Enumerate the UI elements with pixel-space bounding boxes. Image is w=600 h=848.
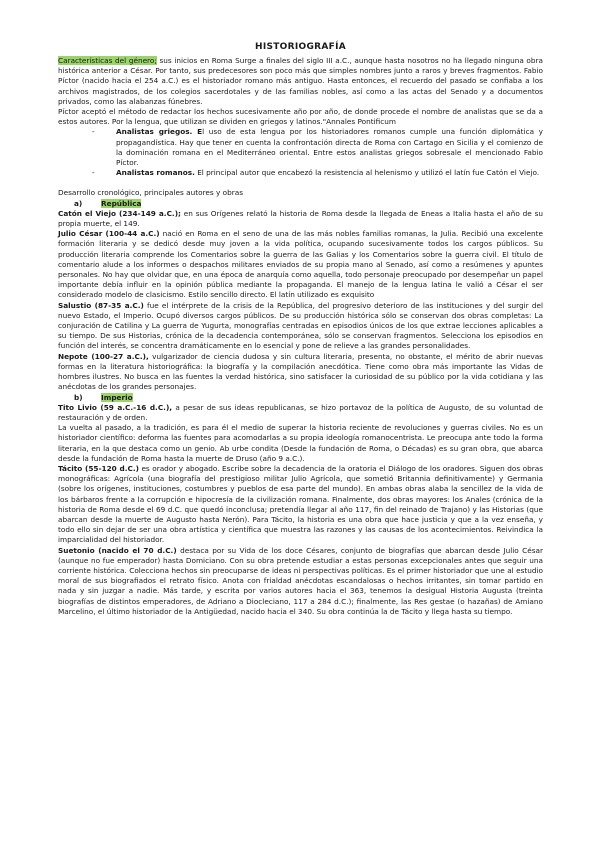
- list-item-romanos: [116, 168, 543, 178]
- author-name: Catón el Viejo (234-149 a.C.);: [58, 208, 181, 218]
- bullet-text: El principal autor que encabezó la resistencia al helenismo y utilizó el latín fue Catón el Viejo.: [194, 168, 540, 178]
- author-paragraph-cesar: [58, 229, 543, 300]
- author-paragraph-suetonio: [58, 546, 543, 617]
- intro-paragraph: [58, 56, 543, 107]
- author-name: Tácito (55-120 d.C.): [58, 463, 139, 473]
- section-letter: b): [74, 392, 83, 402]
- author-paragraph-tacito: [58, 464, 543, 546]
- author-name: Julio César (100-44 a.C.): [58, 229, 160, 239]
- author-text: destaca por su Vida de los doce Césares, conjunto de biografías que abarcan desde Julio César (aunque no fue emperador) hasta Domiciano. Con su obra pretende estudiar a estas personas excepcionales antes que seguir una corriente histórica. Colecciona hechos sin preocuparse de ideas ni perspectivas políticas. Es el primer historiador que une al estudio moral de sus biografiados el retrato físico. Anota con frialdad anécdotas escandalosas o hechos irritantes, sin tomar partido en nada y sin juzgar a nadie. Más tarde, y escrita por varios autores hacia el 363, tenemos la desigual Historia Augusta (treinta biografías de distintos emperadores, de Adriano a Diocleciano, 117 a 284 d.C.); finalmente, las Res gestae (o hazañas) de Amiano Marcelino, el último historiador de la Antigüedad, nacido hacia el 340. Su obra continúa la de Tácito y llega hasta su tiempo.: [58, 545, 543, 616]
- intro-paragraph-2: Píctor aceptó el método de redactar los hechos sucesivamente año por año, de donde procede el nombre de analistas que se da a estos autores. Por la lengua, que utilizan se dividen en griegos y latinos."Annales Pontificum: [58, 107, 543, 127]
- author-name: Suetonio (nacido el 70 d.C.): [58, 545, 177, 555]
- author-paragraph-nepote: [58, 352, 543, 393]
- bullet-label: Analistas romanos.: [116, 168, 195, 178]
- page-title: HISTORIOGRAFÍA: [254, 42, 347, 52]
- author-text: fue el intérprete de la crisis de la República, del progresivo deterioro de las instituciones y del surgir del nuevo Estado, el Imperio. Ocupó diversos cargos públicos. De su producción histórica sólo se conservan dos obras completas: La conjuración de Catilina y La guerra de Yugurta, monografías centradas en episodios únicos de los que extrae lecciones aplicables a su tiempo. De sus Historias, crónica de la decadencia contemporánea, sólo se conservan fragmentos. Selecciona los episodios en función del interés, se concentra dramáticamente en lo esencial y pone de relieve a las grandes personalidades.: [58, 300, 543, 351]
- author-text: nació en Roma en el seno de una de las más nobles familias romanas, la Julia. Recibió una excelente formación literaria y se dedicó desde muy joven a la vida política, ocupando sucesivamente todos los cargos públicos. Su producción literaria comprende los Comentarios sobre la guerra de las Galias y los Comentarios sobre la guerra civil. El título de comentario alude a los informes o despachos militares enviados de su propia mano al Senado, así como a resúmenes y apuntes personales. No hay que olvidar que, en una época de anarquía como aquella, todo personaje preocupado por desempeñar un papel importante debía influir en la opinión pública mediante la propaganda. El manejo de la lengua latina le valió a César el ser considerado modelo de clasicismo. Estilo sencillo directo. El latín utilizado es exquisito: [58, 229, 544, 300]
- author-name: Salustio (87-35 a.C.): [58, 300, 144, 310]
- section-heading-republica: [58, 199, 543, 209]
- author-text: en sus Orígenes relató la historia de Roma desde la llegada de Eneas a Italia hasta el año de su propia muerte, el 149.: [58, 208, 544, 229]
- spacer: [58, 178, 543, 188]
- author-text: La vuelta al pasado, a la tradición, es para él el medio de superar la historia reciente de revoluciones y guerras civiles. No es un historiador científico: deforma las fuentes para acomodarlas a su propia ideología romanocentrista. Le preocupa ante todo la forma literaria, en la que destaca como un genio. Ab urbe condita (Desde la fundación de Roma, o Décadas) es su gran obra, que abarca desde la fundación de Roma hasta la muerte de Druso (año 9 a.C.).: [58, 423, 543, 463]
- author-paragraph-livio-cont: [58, 423, 543, 464]
- author-text: vulgarizador de ciencia dudosa y sin cultura literaria, presenta, no obstante, el mérito de abrir nuevas formas en la literatura historiográfica: la biografía y la compilación anecdótica. Tiene como obra más importante las Vidas de hombres ilustres. No busca en las fuentes la verdad histórica, sino satisfacer la curiosidad de su público por la vida cotidiana y las anécdotas de los grandes personajes.: [58, 351, 543, 392]
- analistas-list: [58, 127, 543, 178]
- author-paragraph-livio: [58, 403, 543, 423]
- author-paragraph-caton: [58, 209, 543, 229]
- author-text: a pesar de sus ideas republicanas, se hizo portavoz de la política de Augusto, de su voluntad de restauración y de orden.: [58, 402, 543, 422]
- section-heading-imperio: [58, 393, 543, 403]
- section-title: República: [101, 198, 142, 208]
- author-name: Tito Livio (59 a.C.-16 d.C.),: [58, 402, 173, 412]
- bullet-text: l uso de esta lengua por los historiadores romanos cumple una función diplomática y propagandística. Hay que tener en cuenta la confrontación directa de Roma con Cartago en Sicilia y el comienzo de la dominación romana en el Mediterráneo oriental. Entre estos analistas griegos sobresale el mencionado Fabio Píctor.: [116, 127, 543, 168]
- bullet-label: Analistas griegos. E: [116, 127, 203, 137]
- author-text: es orador y abogado. Escribe sobre la decadencia de la oratoria el Diálogo de los oradores. Siguen dos obras monográficas: Agrícola (una biografía del prestigioso militar Julio Agrícola, que sometió Britannia definitivamente) y Germania (sobre los orígenes, instituciones, costumbres y pueblos de esa parte del mundo). En ambas obras alaba la sencillez de la vida de los bárbaros frente a la corrupción e hipocresía de la civilización romana. Finalmente, dos obras mayores: los Anales (crónica de la historia de Roma desde el 69 d.C. que quedó inconclusa; pretendía llegar al año 117, fin del reinado de Trajano) y las Historias (que abarcan desde la muerte de Augusto hasta Nerón). Para Tácito, la historia es una obra que hace justicia y que a la vez enseña, y todo ello sin dejar de ser una obra artística y científica que muestra las razones y las causas de los acontecimientos. Reivindica la imparcialidad del historiador.: [58, 463, 543, 545]
- list-item-griegos: [116, 127, 543, 168]
- author-name: Nepote (100-27 a.C.),: [58, 351, 149, 361]
- intro-highlight: Características del género;: [58, 56, 157, 65]
- section-letter: a): [74, 198, 83, 208]
- author-paragraph-salustio: [58, 301, 543, 352]
- intro-text: sus inicios en Roma Surge a finales del siglo III a.C., aunque hasta nosotros no ha llegado ninguna obra histórica anterior a César. Por tanto, sus predecesores son poco más que simples nombres junto a raros y breves fragmentos. Fabio Píctor (nacido hacia el 254 a.C.) es el historiador romano más antiguo. Hasta entonces, el recuerdo del pasado se confiaba a los archivos magistrados, de los colegios sacerdotales y de las familias nobles, así como a las actas del Senado y a documentos privados, como las alabanzas fúnebres.: [58, 56, 544, 106]
- development-heading: Desarrollo cronológico, principales autores y obras: [58, 188, 244, 198]
- section-title: Imperio: [101, 392, 133, 402]
